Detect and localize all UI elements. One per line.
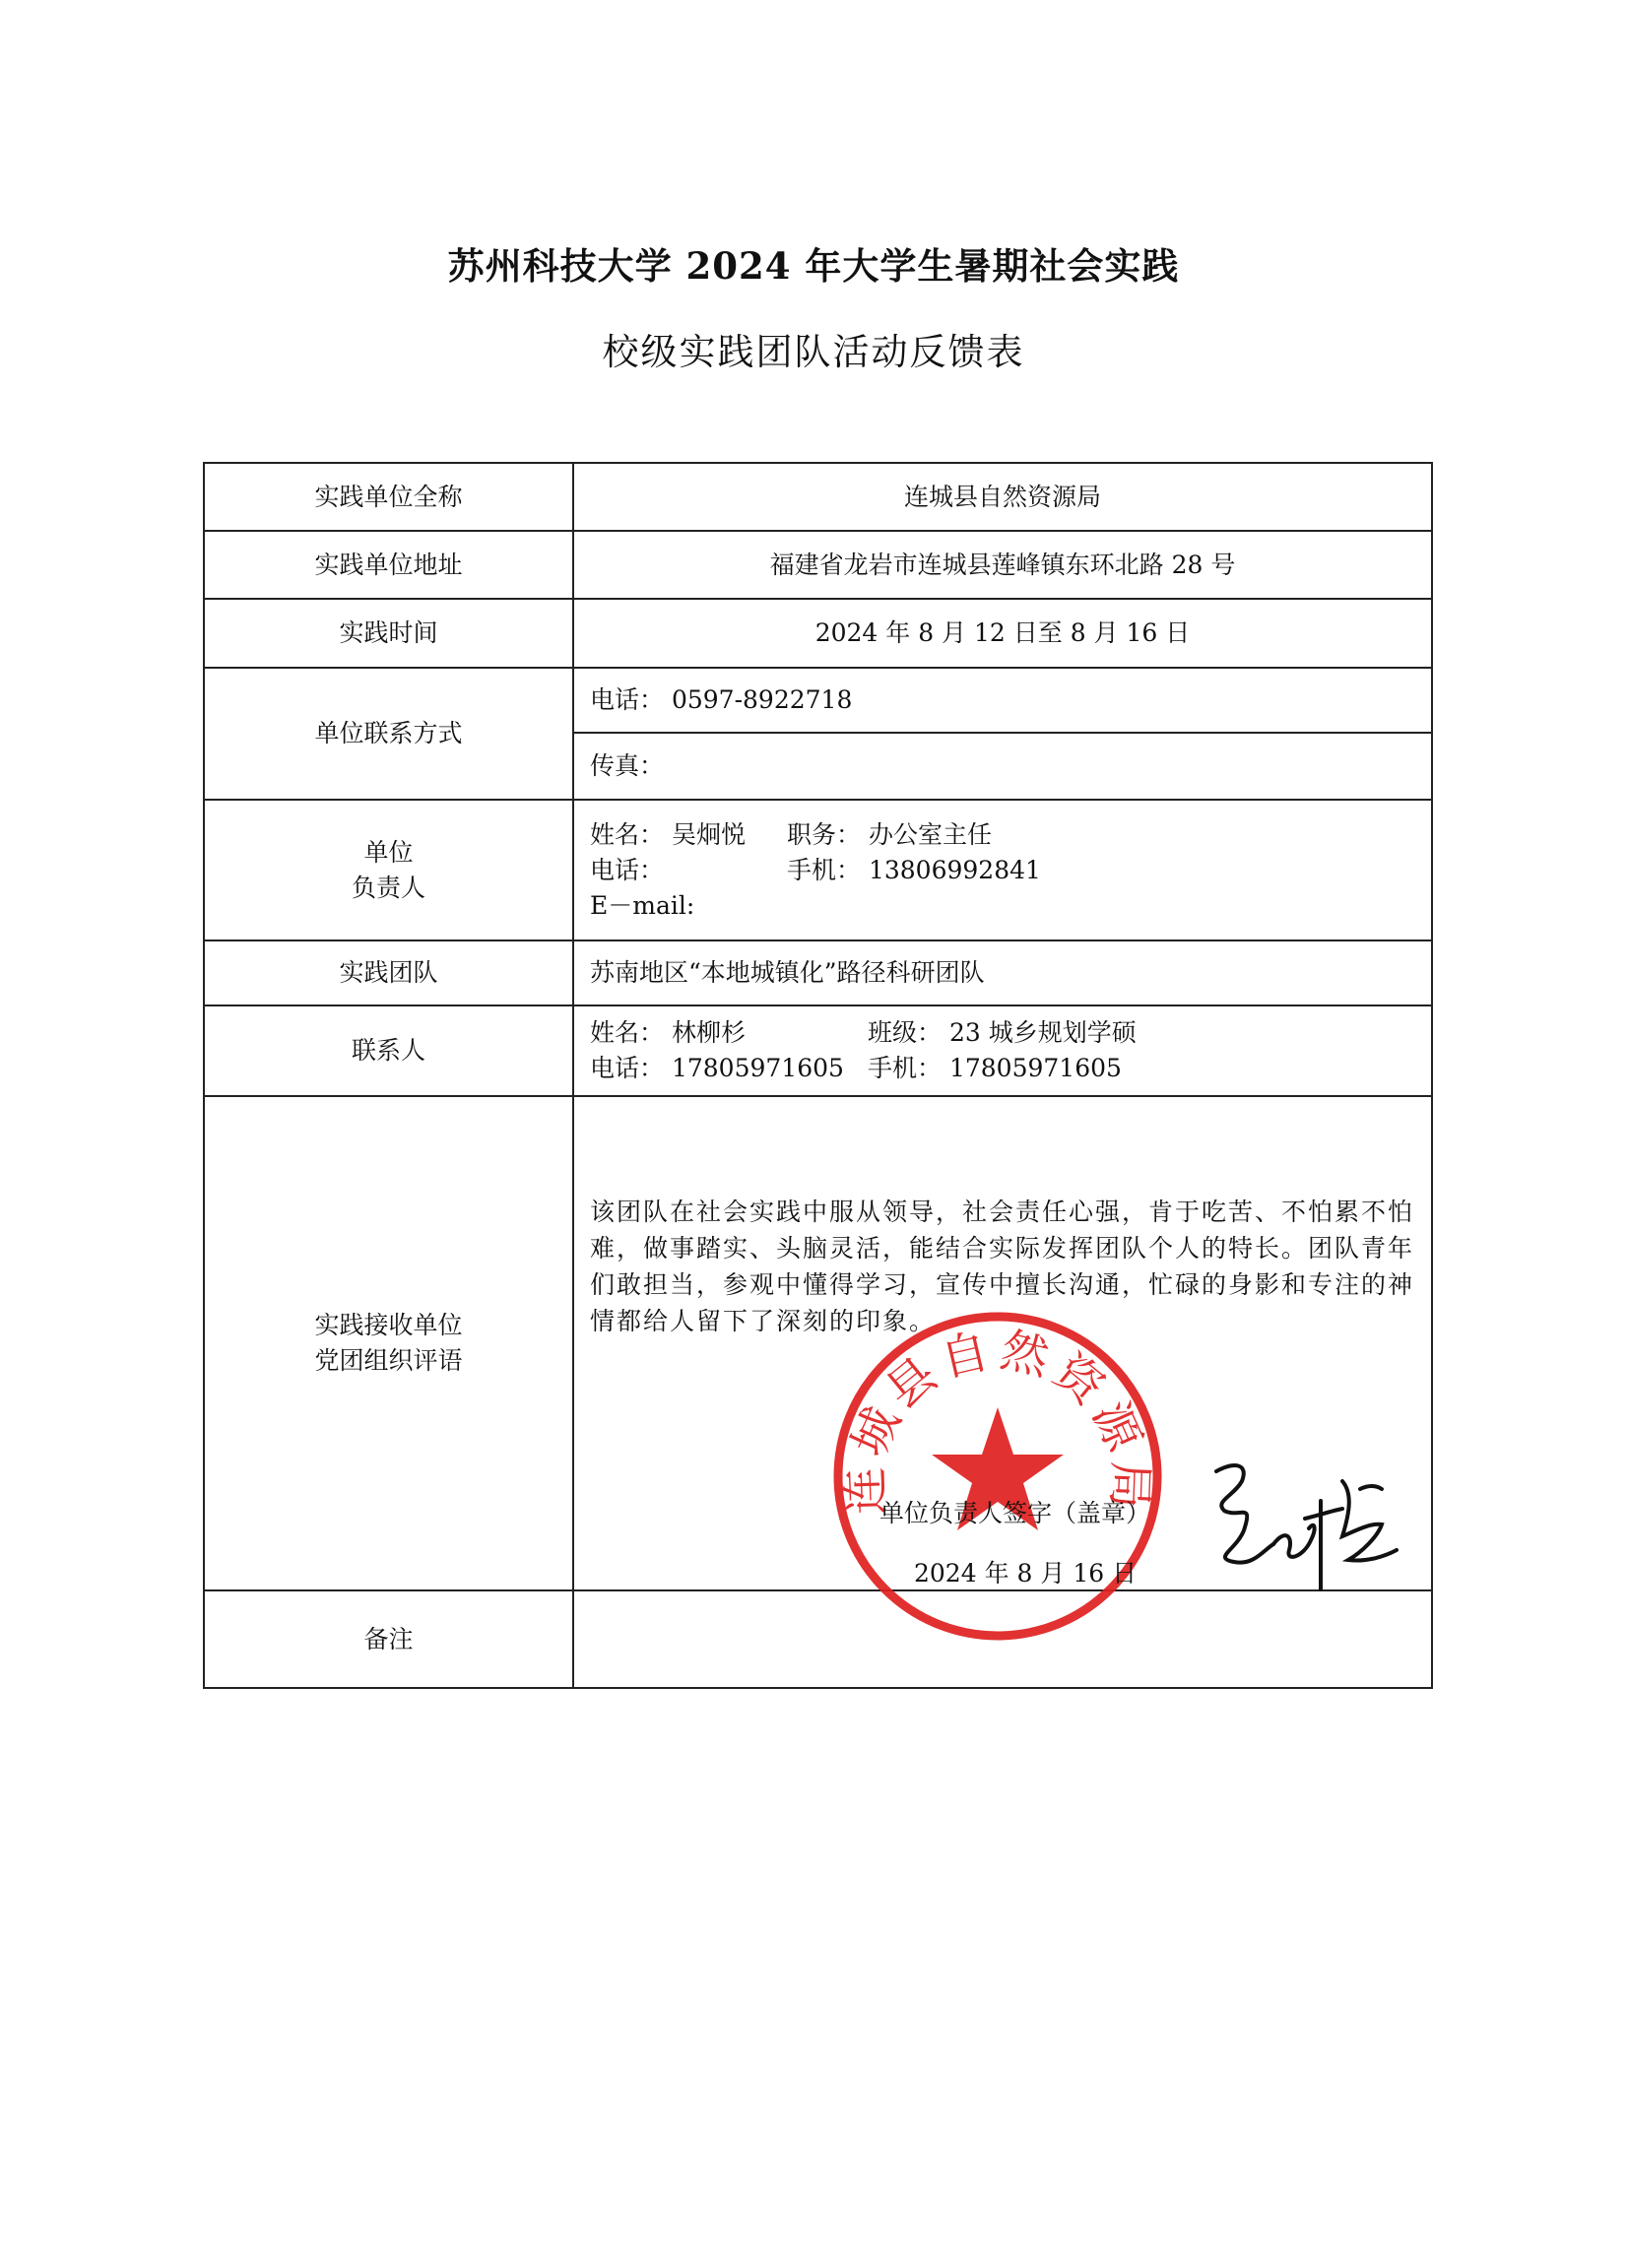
period-label: 实践时间: [204, 599, 573, 668]
form-subtitle: 校级实践团队活动反馈表: [602, 331, 1025, 373]
contact-person-info: [573, 1005, 1432, 1096]
handwritten-signature: [1195, 1442, 1411, 1599]
contact-person-name: 姓名： 林柳杉: [590, 1018, 746, 1047]
unit-name-label: 实践单位全称: [204, 463, 573, 531]
contact-method-label: 单位联系方式: [204, 668, 573, 800]
row-team: [204, 940, 1432, 1005]
unit-address-value: 福建省龙岩市连城县莲峰镇东环北路 28 号: [573, 531, 1432, 599]
row-unit-name: [204, 463, 1432, 531]
team-label: 实践团队: [204, 940, 573, 1005]
responsible-info: [573, 800, 1432, 940]
comment-cell: [573, 1096, 1432, 1590]
row-remarks: [204, 1590, 1432, 1688]
comment-label: [204, 1096, 573, 1590]
row-period: [204, 599, 1432, 668]
contact-person-mobile: 手机： 17805971605: [868, 1054, 1122, 1082]
seal-text: 连城县自然资源局: [837, 1322, 1158, 1516]
remarks-label: 备注: [204, 1590, 573, 1688]
responsible-email: E－mail:: [590, 890, 695, 920]
responsible-phone: 电话：: [590, 855, 665, 884]
row-unit-address: [204, 531, 1432, 599]
signature-date: 2024 年 8 月 16 日: [914, 1559, 1138, 1588]
responsible-position: 职务： 办公室主任: [787, 819, 992, 849]
responsible-label: [204, 800, 573, 940]
contact-phone: 电话： 0597-8922718: [573, 668, 1432, 733]
row-responsible: [204, 800, 1432, 940]
comment-text: 该团队在社会实践中服从领导，社会责任心强，肯于吃苦、不怕累不怕难，做事踏实、头脑灵活，能结合实际发挥团队个人的特长。团队青年们敢担当，参观中懂得学习，宣传中擅长沟通，忙碌的身影和专注的神情都给人留下了深刻的印象。: [590, 1198, 1415, 1335]
contact-fax: 传真：: [573, 733, 1432, 800]
period-value: 2024 年 8 月 12 日至 8 月 16 日: [573, 599, 1432, 668]
responsible-mobile: 手机： 13806992841: [787, 855, 1041, 884]
row-comment: [204, 1096, 1432, 1590]
contact-person-class: 班级： 23 城乡规划学硕: [868, 1018, 1137, 1047]
comment-label-line2: 党团组织评语: [314, 1346, 463, 1375]
unit-address-label: 实践单位地址: [204, 531, 573, 599]
signature-label: 单位负责人签字（盖章）: [879, 1499, 1151, 1527]
comment-label-line1: 实践接收单位: [314, 1311, 463, 1339]
row-contact-person: [204, 1005, 1432, 1096]
responsible-name: 姓名： 吴炯悦: [590, 819, 746, 849]
team-value: 苏南地区“本地城镇化”路径科研团队: [573, 940, 1432, 1005]
contact-person-label: 联系人: [204, 1005, 573, 1096]
contact-person-phone: 电话： 17805971605: [590, 1054, 844, 1082]
responsible-label-line2: 负责人: [351, 873, 425, 902]
responsible-label-line1: 单位: [363, 837, 414, 867]
official-seal: [830, 1309, 1165, 1644]
unit-name-value: 连城县自然资源局: [573, 463, 1432, 531]
row-contact-phone: [204, 668, 1432, 733]
form-title: 苏州科技大学 2024 年大学生暑期社会实践: [447, 244, 1180, 288]
feedback-form-table: [203, 462, 1433, 1689]
